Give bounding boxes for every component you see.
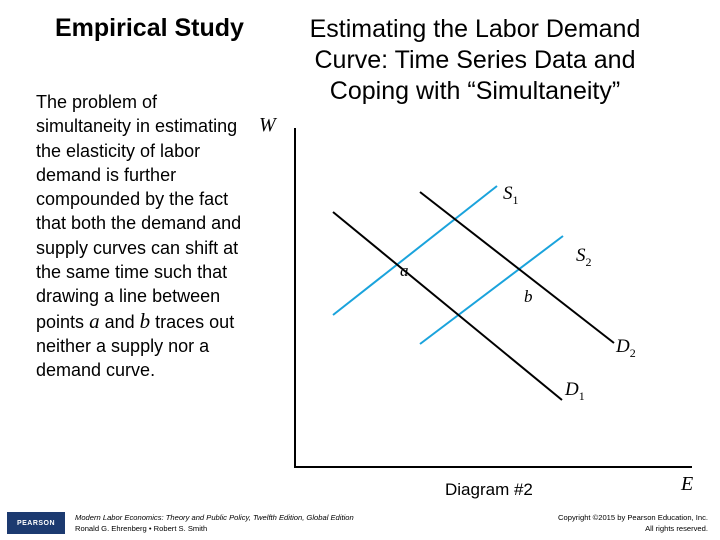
- book-authors: Ronald G. Ehrenberg • Robert S. Smith: [75, 523, 208, 533]
- section-label: Empirical Study: [55, 14, 244, 42]
- book-title: Modern Labor Economics: Theory and Public Policy, Twelfth Edition, Global Edition: [75, 513, 354, 522]
- point-a-reference: a: [89, 308, 100, 333]
- copyright-text: Copyright ©2015 by Pearson Education, Inc.: [558, 513, 708, 522]
- body-text-part: The problem of simultaneity in estimating the elasticity of labor demand is further compounded by the fact that both the demand and supply curves can shift at the same time such that drawing a line between points: [36, 92, 242, 332]
- label-s2-main: S: [576, 245, 586, 266]
- title-line: Estimating the Labor Demand: [309, 15, 641, 43]
- publisher-logo: PEARSON: [7, 512, 65, 534]
- body-text-part: traces out neither a supply nor a demand curve.: [36, 311, 235, 381]
- point-a-label: a: [400, 261, 409, 280]
- label-d1-main: D: [565, 379, 579, 400]
- label-d1-sub: 1: [578, 389, 585, 403]
- label-d2-main: D: [616, 336, 630, 357]
- y-axis-label: W: [259, 114, 276, 136]
- footer-copyright: [558, 513, 708, 534]
- point-b-label: b: [524, 287, 533, 306]
- demand-curve-d1: [333, 212, 562, 400]
- supply-curve-s1: [333, 186, 497, 315]
- rights-text: All rights reserved.: [645, 523, 708, 533]
- label-s1-sub: 1: [512, 193, 519, 207]
- label-s1: [503, 183, 519, 207]
- label-d2: [615, 336, 636, 360]
- label-s1-main: S: [503, 183, 513, 204]
- label-d1: [564, 379, 585, 403]
- diagram-caption: Diagram #2: [445, 480, 533, 499]
- point-b-reference: b: [139, 308, 151, 333]
- footer-citation: [75, 513, 354, 534]
- label-d2-sub: 2: [629, 346, 636, 360]
- title-line: Curve: Time Series Data and: [314, 46, 636, 74]
- title-line: Coping with “Simultaneity”: [329, 77, 621, 105]
- label-s2: [576, 245, 592, 269]
- label-s2-sub: 2: [585, 255, 592, 269]
- body-text-part: and: [104, 311, 135, 332]
- supply-curve-s2: [420, 236, 563, 344]
- x-axis-label: E: [681, 473, 694, 495]
